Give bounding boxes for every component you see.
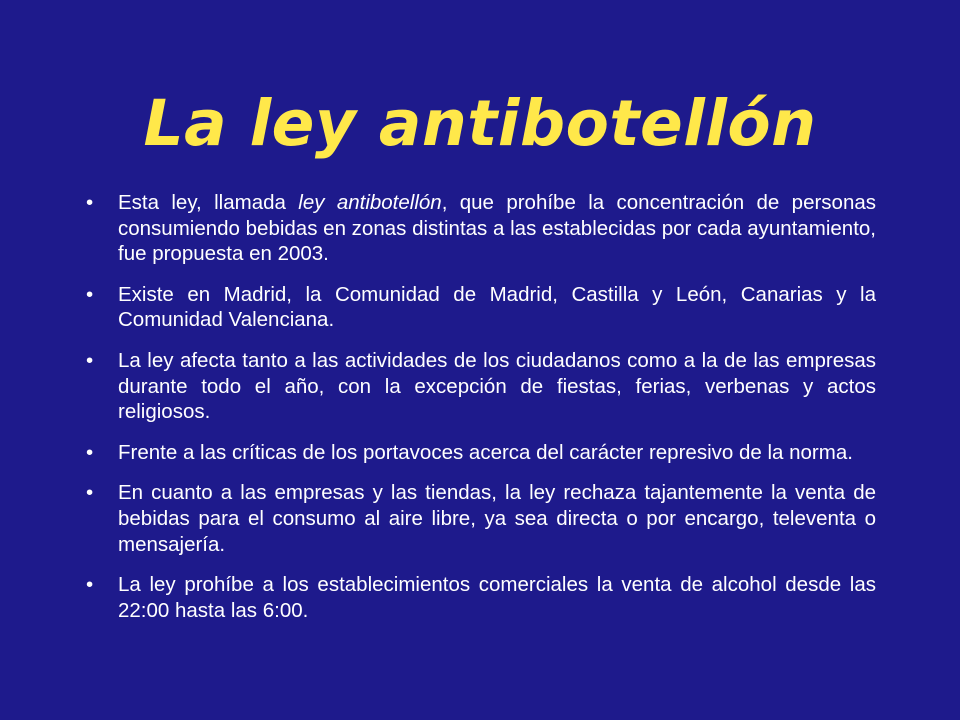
bullet-text: Frente a las críticas de los portavoces acerca del carácter represivo de la norma.: [118, 440, 853, 464]
bullet-item: [86, 282, 876, 333]
bullet-icon: •: [86, 348, 94, 372]
bullet-icon: •: [86, 282, 94, 306]
bullet-item: [86, 348, 876, 425]
bullet-icon: •: [86, 481, 94, 505]
bullet-icon: •: [86, 440, 94, 464]
bullet-item: [86, 190, 876, 267]
emphasized-term: ley antibotellón: [298, 191, 442, 214]
bullet-text: Existe en Madrid, la Comunidad de Madrid, Castilla y León, Canarias y la Comunidad Valenciana.: [118, 282, 876, 332]
bullet-item: [86, 572, 876, 623]
bullet-text: La ley afecta tanto a las actividades de los ciudadanos como a la de las empresas durante todo el año, con la excepción de fiestas, ferias, verbenas y actos religiosos.: [118, 348, 876, 424]
bullet-text: En cuanto a las empresas y las tiendas, la ley rechaza tajantemente la venta de bebidas para el consumo al aire libre, ya sea directa o por encargo, televenta o mensajería.: [118, 481, 876, 556]
bullet-icon: •: [86, 573, 94, 597]
bullet-list: [86, 190, 876, 638]
bullet-icon: •: [86, 191, 94, 214]
slide-title: La ley antibotellón: [143, 87, 817, 160]
bullet-text-part: , que prohíbe la concentración de personas consumiendo bebidas en zonas distintas a las establecidas por cada ayuntamiento, fue propuesta en 2003.: [118, 191, 877, 266]
bullet-item: [86, 440, 876, 466]
bullet-text: La ley prohíbe a los establecimientos comerciales la venta de alcohol desde las 22:00 hasta las 6:00.: [118, 573, 876, 622]
bullet-text-part: Esta ley, llamada: [118, 191, 299, 214]
bullet-item: [86, 480, 876, 557]
bullet-text: [118, 191, 876, 265]
